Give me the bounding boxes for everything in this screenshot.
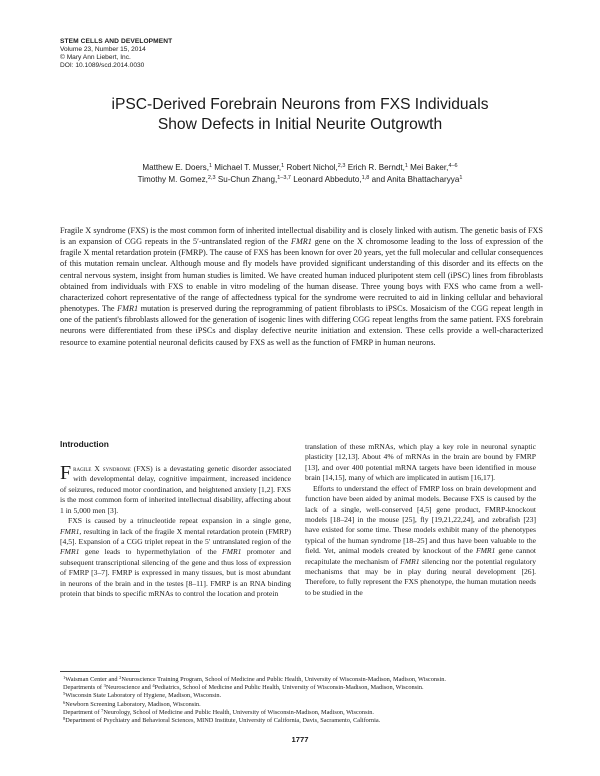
- footnote-text: Neuroscience Training Program, School of Medicine and Public Health, University of Wisconsin-Madison, Madison, Wisconsin.: [121, 676, 446, 683]
- footnote-marker: 4: [152, 683, 155, 689]
- footnote: [60, 692, 543, 700]
- author-name: Erich R. Berndt,: [347, 163, 405, 172]
- paragraph-text: Efforts to understand the effect of FMRP loss on brain development and function have been aided by animal models. Because FXS is caused by the lack of a single, well-conserved [4,5] gene product, FMRP-knockout models [18–24] in the mouse [25], fly [19,21,22,24], and zebrafish [23] have existed for some time. These models exhibit many of the phenotypes typical of the human syndrome [18–25] and thus have been valuable to the field. Yet, animal models created by knockout of the: [305, 483, 536, 556]
- footnote-text: Neurology, School of Medicine and Public Health, University of Wisconsin-Madison, Madison, Wisconsin.: [103, 708, 375, 716]
- footnote: [60, 709, 543, 717]
- footnote-text: Wisconsin State Laboratory of Hygiene, Madison, Wisconsin.: [65, 692, 222, 700]
- author-affiliation: 2,3: [337, 163, 346, 169]
- footnote-text: Pediatrics, School of Medicine and Public Health, University of Wisconsin-Madison, Madison, Wisconsin.: [154, 684, 424, 692]
- paragraph-text: FXS is caused by a trinucleotide repeat expansion in a single gene,: [68, 516, 291, 526]
- paragraph-text: (FXS) is a devastating genetic disorder associated with developmental delay, cognitive impairment, increased incidence of seizures, reduced motor coordination, and heightened anxiety [1,2]. FXS is the most common form of inherited intellectual disability, affecting about 1 in 5,000 men [3].: [60, 464, 292, 515]
- journal-doi: DOI: 10.1089/scd.2014.0030: [60, 62, 145, 70]
- page-number: 1777: [291, 735, 309, 744]
- footnote-text: Departments of: [63, 684, 102, 692]
- footnote: [60, 676, 543, 684]
- journal-name: STEM CELLS AND DEVELOPMENT: [60, 38, 173, 45]
- author-affiliation: 2,3: [207, 175, 216, 181]
- abstract-text: gene on the X chromosome leading to the loss of expression of the fragile X mental retardation protein (FMRP). The cause of FXS has been known for over 20 years, yet the full molecular and cellular consequences of this mutation remain unclear. Although mouse and fly models have provided significant understanding of this disorder and its effects on the central nervous system, insight from human studies is limited. We have created human induced pluripotent stem cell (iPSC) lines from fibroblasts obtained from individuals with FXS to enable in vitro modeling of the human disease. Three young boys with FXS who came from a well-characterized cohort representative of the range of affectedness typical for the syndrome were recruited to aid in linking cellular and behavioral phenotypes. The: [60, 237, 544, 314]
- title-line-1: iPSC-Derived Forebrain Neurons from FXS Individuals: [111, 96, 489, 113]
- section-heading-introduction: Introduction: [60, 439, 109, 449]
- intro-paragraph-2-continued: translation of these mRNAs, which play a key role in neuronal synaptic plasticity [12,13]. About 4% of mRNAs in the brain are bound by FMRP [13], and over 400 potential mRNA targets have been identified in mouse brain [14,15], many of which are implicated in autism [16,17].: [305, 442, 536, 483]
- gene-name: FMR1: [400, 556, 420, 566]
- intro-paragraph-2: [60, 516, 291, 599]
- author-name: Robert Nichol,: [286, 163, 338, 172]
- author-name: Leonard Abbeduto,: [293, 175, 362, 184]
- left-column: [60, 438, 291, 599]
- gene-name: FMR1: [290, 237, 312, 247]
- author-affiliation: 1–3,7: [277, 175, 291, 181]
- paragraph-text: gene cannot recapitulate the mechanism of: [305, 546, 537, 566]
- lead-smallcaps: ragile X syndrome: [73, 464, 131, 473]
- abstract-text: Fragile X syndrome (FXS) is the most common form of inherited intellectual disability and is closely linked with autism. The genetic basis of FXS is an expansion of CGG repeats in the 5′-untranslated region of the: [60, 226, 543, 247]
- gene-name: FMR1: [60, 547, 80, 557]
- affiliations-footnotes: [60, 676, 543, 725]
- paragraph-text: silencing nor the potential regulatory mechanisms that may be in play during neural development [26]. Therefore, to fully represent the FXS phenotype, the human mutation needs to be studied in the: [305, 556, 537, 597]
- footnote-marker: 2: [119, 675, 122, 680]
- author-name: Timothy M. Gomez,: [137, 175, 208, 184]
- paragraph-text: gene leads to hypermethylation of the: [84, 547, 217, 557]
- author-affiliation: 1,8: [361, 175, 370, 181]
- journal-header: [60, 38, 172, 70]
- paragraph-text: , resulting in lack of the fragile X mental retardation protein (FMRP) [4,5]. Expansion of a CGG triplet repeat in the 5′ untranslated region of the: [60, 526, 291, 546]
- author-affiliation: 1: [404, 163, 408, 169]
- author-affiliation: 1: [459, 175, 463, 181]
- intro-paragraph-1: [60, 464, 291, 516]
- footnote-marker: 3: [103, 683, 106, 689]
- author-affiliation: 1: [208, 163, 213, 169]
- gene-name: FMR1: [222, 547, 242, 557]
- paragraph-text: promoter and subsequent transcriptional silencing of the gene and thus loss of expression of FMRP [3–7]. FMRP is expressed in many tissues, but is most abundant in neurons of the brain and in the testes [8–11]. FMRP is an RNA binding protein that binds to specific mRNAs to control the location and protein: [60, 547, 291, 599]
- footnote-marker: 6: [63, 699, 66, 705]
- intro-paragraph-3: [305, 484, 536, 599]
- gene-name: FMR1: [117, 304, 139, 314]
- article-title: [50, 95, 550, 135]
- footnote-divider: [60, 671, 140, 672]
- footnote-marker: 5: [63, 691, 66, 697]
- footnote-marker: 7: [101, 707, 104, 713]
- author-name: Su-Chun Zhang,: [217, 175, 278, 184]
- drop-cap: F: [60, 462, 72, 484]
- footnote-marker: 8: [63, 716, 66, 722]
- author-list: [60, 162, 540, 186]
- footnote-text: Department of Psychiatry and Behavioral Sciences, MIND Institute, University of California, Davis, Sacramento, California.: [65, 717, 381, 725]
- footnote-text: Newborn Screening Laboratory, Madison, Wisconsin.: [65, 700, 201, 708]
- abstract-text: mutation is preserved during the reprogramming of patient fibroblasts to iPSCs. Mosaicism of the CGG repeat length in one of the patient's fibroblasts allowed for the generation of isogenic lines with differing CGG repeat lengths from the same patient. FXS forebrain neurons were differentiated from these iPSCs and display defective neurite initiation and extension. These cells provide a well-characterized resource to examine potential neuronal deficits caused by FXS as well as the function of FMRP in human neurons.: [60, 304, 543, 347]
- footnote-text: Neuroscience and: [105, 684, 151, 692]
- journal-copyright: © Mary Ann Liebert, Inc.: [60, 54, 131, 62]
- footnote-text: Department of: [63, 708, 100, 716]
- author-affiliation: 4–6: [448, 163, 458, 169]
- footnote: [60, 701, 543, 709]
- author-name: Anita Bhattacharyya: [386, 175, 460, 184]
- author-name: Matthew E. Doers,: [142, 163, 209, 172]
- footnote-text: Waisman Center and: [65, 676, 118, 683]
- gene-name: FMR1: [475, 546, 496, 556]
- author-conjunction: and: [371, 175, 386, 184]
- footnote-marker: 1: [63, 675, 66, 680]
- title-line-2: Show Defects in Initial Neurite Outgrowth: [157, 116, 443, 133]
- author-name: Mei Baker,: [410, 163, 449, 172]
- abstract: [60, 225, 543, 348]
- right-column: [305, 442, 536, 598]
- gene-name: FMR1: [60, 526, 80, 536]
- author-name: Michael T. Musser,: [214, 163, 282, 172]
- journal-volume: Volume 23, Number 15, 2014: [60, 46, 146, 54]
- author-affiliation: 1: [281, 163, 285, 169]
- footnote: [60, 717, 543, 725]
